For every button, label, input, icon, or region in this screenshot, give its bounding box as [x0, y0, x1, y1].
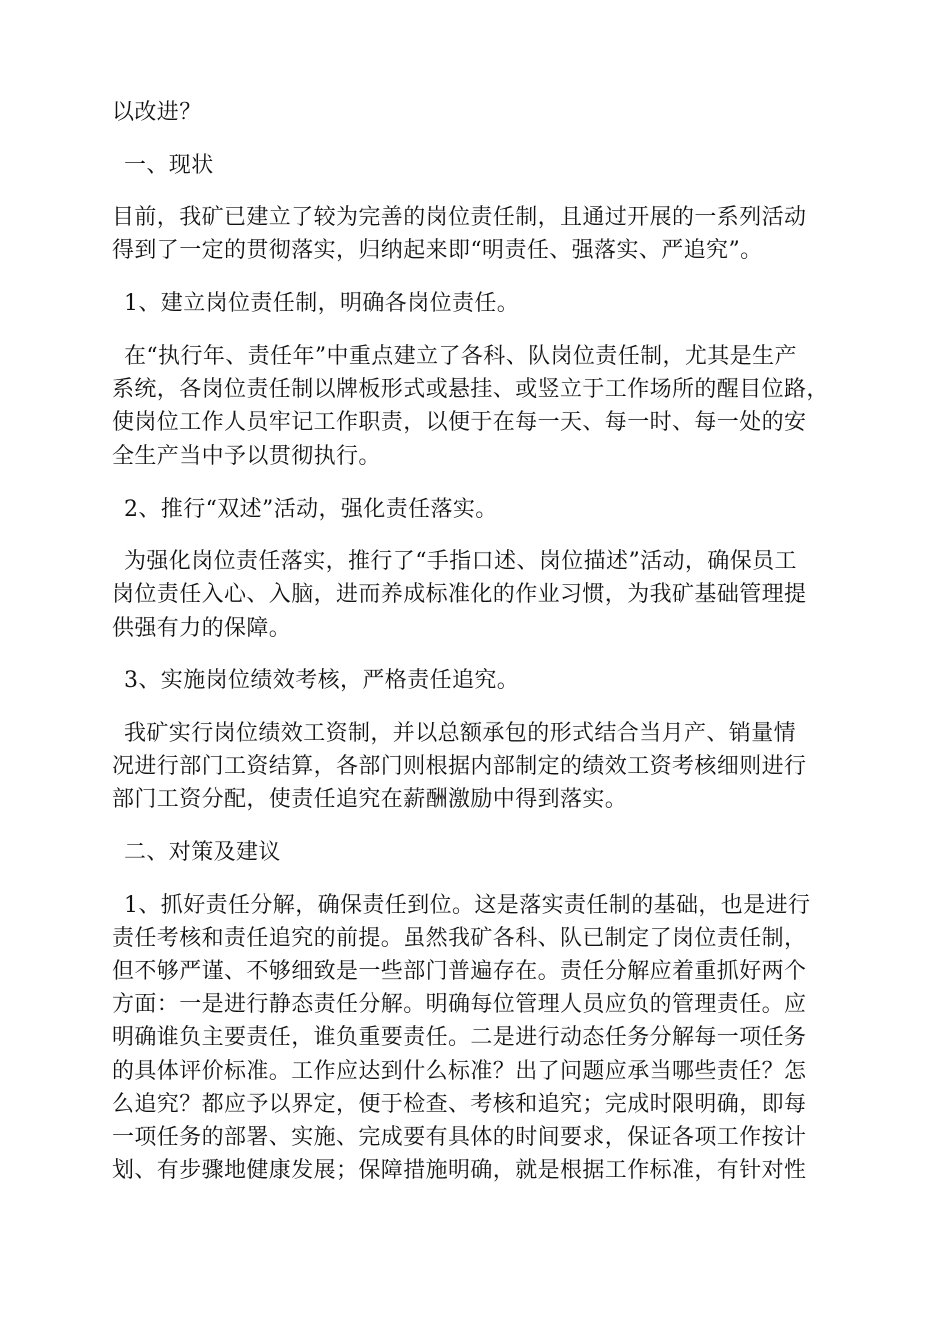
paragraph-line: 责任考核和责任追究的前提。虽然我矿各科、队已制定了岗位责任制，	[112, 926, 807, 951]
paragraph-line: 系统，各岗位责任制以牌板形式或悬挂、或竖立于工作场所的醒目位路，	[112, 377, 829, 402]
paragraph-line: 部门工资分配，使责任追究在薪酬激励中得到落实。	[112, 787, 628, 812]
subsection-heading: 3、实施岗位绩效考核，严格责任追究。	[124, 668, 520, 693]
paragraph-line: 1、抓好责任分解，确保责任到位。这是落实责任制的基础，也是进行	[124, 893, 811, 918]
paragraph-line: 但不够严谨、不够细致是一些部门普遍存在。责任分解应着重抓好两个	[112, 959, 807, 984]
paragraph-line: 使岗位工作人员牢记工作职责，以便于在每一天、每一时、每一处的安	[112, 410, 807, 435]
paragraph-line: 的具体评价标准。工作应达到什么标准？出了问题应承当哪些责任？怎	[112, 1059, 807, 1084]
section-heading: 二、对策及建议	[124, 840, 281, 865]
paragraph-line: 我矿实行岗位绩效工资制，并以总额承包的形式结合当月产、销量情	[124, 721, 797, 746]
paragraph-line: 方面：一是进行静态责任分解。明确每位管理人员应负的管理责任。应	[112, 992, 807, 1017]
paragraph-line: 为强化岗位责任落实，推行了“手指口述、岗位描述”活动，确保员工	[124, 549, 797, 574]
section-heading: 一、现状	[124, 153, 214, 178]
paragraph-line: 明确谁负主要责任，谁负重要责任。二是进行动态任务分解每一项任务	[112, 1025, 807, 1050]
paragraph-line: 划、有步骤地健康发展；保障措施明确，就是根据工作标准，有针对性	[112, 1158, 807, 1183]
paragraph-line: 一项任务的部署、实施、完成要有具体的时间要求，保证各项工作按计	[112, 1125, 807, 1150]
subsection-heading: 1、建立岗位责任制，明确各岗位责任。	[124, 291, 520, 316]
paragraph-line: 供强有力的保障。	[112, 616, 292, 641]
paragraph-line: 在“执行年、责任年”中重点建立了各科、队岗位责任制，尤其是生产	[124, 344, 797, 369]
subsection-heading: 2、推行“双述”活动，强化责任落实。	[124, 497, 498, 522]
paragraph-line: 以改进？	[112, 100, 202, 125]
paragraph-line: 况进行部门工资结算，各部门则根据内部制定的绩效工资考核细则进行	[112, 754, 807, 779]
paragraph-line: 全生产当中予以贯彻执行。	[112, 444, 381, 469]
paragraph-line: 目前，我矿已建立了较为完善的岗位责任制，且通过开展的一系列活动	[112, 205, 807, 230]
paragraph-line: 得到了一定的贯彻落实，归纳起来即“明责任、强落实、严追究”。	[112, 238, 763, 263]
paragraph-line: 岗位责任入心、入脑，进而养成标准化的作业习惯，为我矿基础管理提	[112, 582, 807, 607]
paragraph-line: 么追究？都应予以界定，便于检查、考核和追究；完成时限明确，即每	[112, 1092, 807, 1117]
